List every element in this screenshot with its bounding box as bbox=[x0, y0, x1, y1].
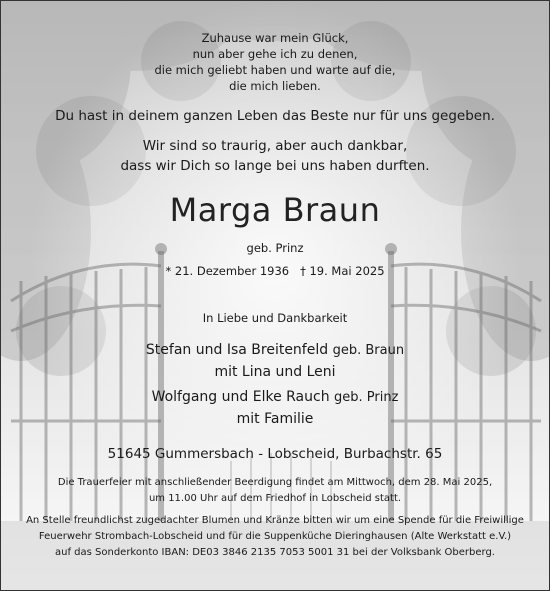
mourner-geb-3: geb. Prinz bbox=[334, 390, 399, 405]
quote-line: Du hast in deinem ganzen Leben das Beste nur für uns gegeben. bbox=[55, 108, 495, 124]
donation-info-line-2: Feuerwehr Strombach-Lobscheid und für die Suppenküche Dieringhausen (Alte Werkstatt e.V.) bbox=[38, 531, 512, 542]
maiden-name: geb. Prinz bbox=[246, 241, 304, 255]
mourner-names-1: Stefan und Isa Breitenfeld bbox=[145, 342, 329, 358]
death-date: 19. Mai 2025 bbox=[309, 264, 385, 278]
poem-line-3: die mich geliebt haben und warte auf die, bbox=[154, 63, 396, 77]
mourner-geb-1: geb. Braun bbox=[332, 343, 405, 358]
quote-2-line-1: Wir sind so traurig, aber auch dankbar, bbox=[142, 138, 408, 154]
quote-2-line-2: dass wir Dich so lange bei uns haben durften. bbox=[120, 158, 430, 174]
deceased-name: Marga Braun bbox=[169, 191, 381, 229]
address: 51645 Gummersbach - Lobscheid, Burbachstr. 65 bbox=[107, 446, 443, 462]
mourners-intro: In Liebe und Dankbarkeit bbox=[202, 311, 348, 325]
mourner-line-1 bbox=[1, 342, 549, 358]
mourner-names-3: Wolfgang und Elke Rauch bbox=[151, 389, 330, 405]
life-dates bbox=[1, 264, 549, 278]
poem-line-4: die mich lieben. bbox=[229, 79, 321, 93]
donation-info-line-1: An Stelle freundlichst zugedachter Blumen und Kränze bitten wir um eine Spende für die Freiwillige bbox=[26, 515, 524, 526]
poem-line-1: Zuhause war mein Glück, bbox=[201, 31, 349, 45]
mourner-line-3 bbox=[1, 389, 549, 405]
death-symbol: † bbox=[300, 264, 306, 278]
funeral-info-line-1: Die Trauerfeier mit anschließender Beerdigung findet am Mittwoch, dem 28. Mai 2025, bbox=[57, 477, 493, 488]
mourner-line-2: mit Lina und Leni bbox=[214, 364, 336, 380]
funeral-info-line-2: um 11.00 Uhr auf dem Friedhof in Lobscheid statt. bbox=[148, 493, 402, 504]
birth-date: 21. Dezember 1936 bbox=[174, 264, 290, 278]
birth-symbol: * bbox=[165, 264, 172, 278]
mourner-line-4: mit Familie bbox=[236, 411, 314, 427]
poem-line-2: nun aber gehe ich zu denen, bbox=[192, 47, 358, 61]
donation-info-line-3: auf das Sonderkonto IBAN: DE03 3846 2135 7053 5001 31 bei der Volksbank Oberberg. bbox=[54, 547, 495, 558]
